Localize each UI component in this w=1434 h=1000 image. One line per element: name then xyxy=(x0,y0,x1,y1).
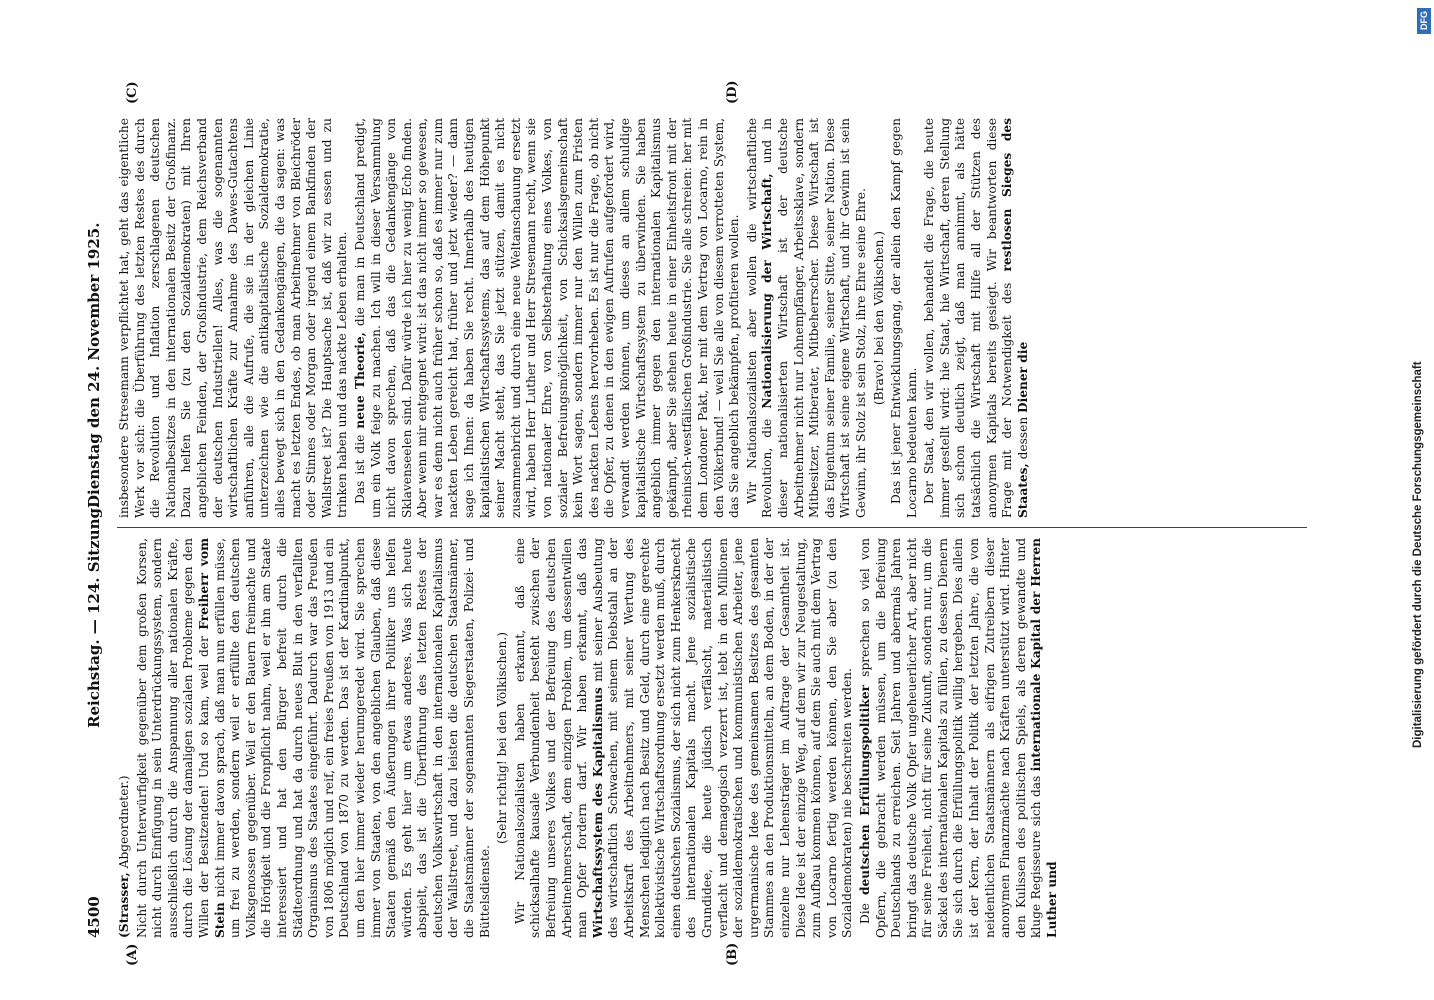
emphasis-text: Nationalisierung der Wirtschaft, xyxy=(760,173,775,409)
margin-marker-c: (C) xyxy=(125,81,140,104)
emphasis-text: internationale Kapital der Herren Luther und xyxy=(1029,538,1060,938)
emphasis-text: neue Theorie, xyxy=(352,332,367,429)
page-header xyxy=(85,108,107,938)
paragraph-text: Die xyxy=(857,903,872,924)
digitization-credit xyxy=(1412,8,1430,748)
paragraph-text: Der Staat, den wir wollen, behandelt die Frage, die heute immer gestellt wird: hie Staat, hie Wirtschaft, deren Stellung sich schon deutlich zeigt, daß man annimmt, als hätte tatsächlich die Wirtschaft mit Hilfe all der Stützen des anonymen Kapitals bereits gesiegt. Wir beantworten diese Frage mit der Notwendigkeit des xyxy=(922,118,1015,518)
page-number: 4500 xyxy=(85,896,103,938)
paragraph xyxy=(745,118,870,518)
paragraph-text: dessen xyxy=(1015,416,1030,460)
emphasis-text: restlosen Sieges des Staates, xyxy=(1000,118,1030,518)
paragraph-text: Das ist die xyxy=(352,434,367,504)
margin-marker-b: (B) xyxy=(725,942,740,966)
emphasis-text: Diener die xyxy=(1015,341,1030,413)
left-column xyxy=(117,538,1317,938)
speaker-name: (Strasser, xyxy=(117,872,131,938)
paragraph-text: nicht immer davon sprach, daß man nun erfüllen müsse, um frei zu werden, sondern weil er erfüllte den deutschen Volksgenossen gegenüber. Weil er den Bauern freimachte und die Hörigkeit und die Fronpflicht nahm, weil er ihn am Staate interessiert und hat den Bürger befreit durch die Städteordnung und hat da durch neues Blut in den verfallten Organismus des Staates eingeführt. Dadurch war das Preußen von 1806 möglich und reif, ein freies Preußen von 1913 und ein Deutschland von 1870 zu werden. Das ist der Kardinalpunkt, um den hier immer wieder herumgeredet wird. Sie sprechen immer von Staaten, von den angeblichen Glauben, daß diese Staaten gemäß den Äußerungen ihrer Politiker uns helfen würden. Es geht hier um etwas anderes. Was sich heute abspielt, das ist die Überführung des letzten Restes der deutschen Volkswirtschaft in den internationalen Kapitalismus der Wallstreet, und dazu leisten die deutschen Staatsmänner, die Staatsmänner der sogenannten Siegerstaaten, Polizei- und Büttelsdienste. xyxy=(212,538,492,938)
speaker-line xyxy=(117,538,133,938)
right-column xyxy=(117,118,1317,518)
margin-marker-d: (D) xyxy=(725,80,740,104)
paragraph xyxy=(353,118,743,518)
interjection: (Sehr richtig! bei den Völkischen.) xyxy=(495,632,510,844)
session-title: Reichstag. — 124. Sitzung. xyxy=(85,502,103,728)
paragraph-text: Wir Nationalsozialisten haben erkannt, daß eine schicksalhafte kausale Verbundenheit besteht zwischen der Befreiung unseres Volkes und der Befreiung des deutschen Arbeitnehmerschaft, dem einzigen Problem, um dessentwillen man Opfer fordern darf. Wir haben erkannt, daß das xyxy=(512,538,590,938)
speaker-role: Abgeordneter.) xyxy=(117,775,131,869)
paragraph xyxy=(135,538,494,938)
paragraph-text: mit seiner Ausbeutung des wirtschaftlich Schwachen, mit seinem Diebstahl an der Arbeitskraft des Arbeitnehmers, mit seiner Wertung des Menschen lediglich nach Besitz und Geld, durch eine gerechte kollektivistische Wirtschaftsordnung ersetzt werden muß, durch einen deutschen Sozialismus, der sich nicht zum Henkersknecht des internationalen Kapitals macht. Jene sozialistische Grundidee, die heute jüdisch verfälscht, materialistisch verflacht und demagogisch verzerrt ist, lebt in den Millionen der sozialdemokratischen und kommunistischen Arbeiter, jene urgermanische Idee des gemeinsamen Besitzes des gesamten Stammes an den Produktionsmitteln, an dem Boden, in der der einzelne nur Lehensträger im Auftrage der Gesamtheit ist. Diese Idee ist der einzige Weg, auf dem wir zur Neugestaltung, zum Aufbau kommen können, auf dem Sie auch mit dem Vertrag von Locarno fertig werden können, den Sie aber (zu den Sozialdemokraten) nie beschreiten werden. xyxy=(590,538,855,938)
emphasis-text: Freiherr vom Stein xyxy=(196,538,227,938)
paragraph-text: und in dieser nationalisierten Wirtschaft ist der deutsche Arbeitnehmer nicht nur Lohnempfänger, Arbeitssklave, sondern Mitbesitzer, Mitberater, Mitbeherrscher. Diese Wirtschaft ist das Eigentum seiner Familie, seiner Sitte, seiner Nation. Diese Wirtschaft ist seine eigene Wirtschaft, und ihr Gewinn ist sein Gewinn, ihr Stolz ist sein Stolz, ihre Ehre seine Ehre. xyxy=(760,118,868,518)
margin-marker-a: (A) xyxy=(125,943,140,966)
dfg-logo-icon: DFG xyxy=(1417,8,1431,34)
paragraph-text: Wir Nationalsozialisten aber wollen die wirtschaftliche Revolution, die xyxy=(744,118,775,518)
paragraph-text: die man in Deutschland predigt, um ein Volk feige zu machen. Ich will in dieser Versammlung nicht davon sprechen, daß das die Gedankengänge von Sklavenseelen sind. Dafür würde ich hier zu wenig Echo finden. Aber wenn mir entgegnet wird: ist das nicht immer so gewesen, war es denn nicht auch früher schon so, daß es immer nur zum nackten Leben gereicht hat, früher und jetzt wieder? — dann sage ich Ihnen: da haben Sie recht. Innerhalb des heutigen kapitalistischen Wirtschaftssystems, das auf dem Höhepunkt seiner Macht steht, das Sie jetzt stützen, damit es nicht zusammenbricht und durch eine neue Weltanschauung ersetzt wird, haben Herr Luther und Herr Stresemann recht, wenn sie von nationaler Ehre, von Selbsterhaltung eines Volkes, von sozialer Befreiungsmöglichkeit, von Schicksalsgemeinschaft kein Wort sagen, sondern immer nur den Willen zum Fristen des nackten Lebens hervorheben. Es ist nur die Frage, ob nicht die Opfer, zu denen in den ewigen Aufrufen aufgefordert wird, verwandt werden können, um dieses an allem schuldige kapitalistische Wirtschaftssystem zu überwinden. Sie haben angeblich immer gegen den internationalen Kapitalismus gekämpft, aber Sie stehen heute in einer Einheitsfront mit der rheinisch-westfälischen Großindustrie. Sie alle schreien: her mit dem Londoner Pakt, her mit dem Vertrag von Locarno, rein in den Völkerbund! — weil Sie alle von diesem verrotteten System, das Sie angeblich bekämpfen, profitieren wollen. xyxy=(352,118,742,518)
credit-text: Digitalisierung gefördert durch die Deutsche Forschungsgemeinschaft xyxy=(1412,361,1424,748)
paragraph: insbesondere Stresemann verpflichtet hat, geht das eigentliche Werk vor sich: die Überführung des letzten Restes des durch die Revolution und Inflation zerschlagenen deutschen Nationalbesitzes in den internationalen Besitz der Großfinanz. Dazu helfen Sie (zu den Sozialdemokraten) mit Ihren angeblichen Feinden, der Großindustrie, dem Reichsverband der deutschen Industriellen! Alles, was die sogenannten wirtschaftlichen Kräfte zur Annahme des Dawes-Gutachtens anführen, alle die Aufrufe, die sie in der gleichen Linie unterzeichnen wie die antikapitalistische Sozialdemokratie, alles bewegt sich in den Gedankengängen, die da sagen: was macht es letzten Endes, ob man Arbeitnehmer von Bleichröder oder Stinnes oder Morgan oder irgend einem Bankfinden der Wallstreet ist? Die Hauptsache ist, daß wir zu essen und zu trinken haben und das nackte Leben erhalten. xyxy=(117,118,350,518)
paragraph-text: sprechen so viel von Opfern, die gebracht werden müssen, um die Befreiung Deutschlands zu erreichen. Seit Jahren und abermals Jahren bringt das deutsche Volk Opfer ungeheuerlicher Art, aber nicht für seine Freiheit, nicht für seine Zukunft, sondern nur, um die Säckel des internationalen Kapitals zu füllen, zu dessen Dienern Sie sich durch die Erfüllungspolitik willig hergeben. Dies allein ist der Kern, der Inhalt der Politik der letzten Jahre, die von neidentlichen Staatsmännern als eifrigen Zutreibern dieser anonymen Finanzmächte nach Kräften unterstützt wird. Hinter den Kulissen des politischen Spiels, als deren gewandte und kluge Regisseure sich das xyxy=(857,538,1044,938)
paragraph-text: Nicht durch Unterwürfigkeit gegenüber dem großen Korsen, nicht durch Einfügung in sein Unterdrückungssystem, sondern ausschließlich durch die Anspannung aller nationalen Kräfte, durch die Lösung der damaligen sozialen Probleme gegen den Willen der Besitzenden! Und so kam, weil der xyxy=(134,538,211,938)
column-divider xyxy=(117,527,1307,528)
emphasis-text: Wirtschaftssystem des Kapitalismus xyxy=(590,687,605,938)
emphasis-text: deutschen Erfüllungspolitiker xyxy=(857,684,872,895)
paragraph xyxy=(513,538,856,938)
paragraph xyxy=(858,538,1061,938)
paragraph: Das ist jener Entwicklungsgang, der allein den Kampf gegen Locarno bedeuten kann. xyxy=(889,118,919,518)
paragraph xyxy=(922,118,1031,518)
session-date: Dienstag den 24. November 1925. xyxy=(85,222,103,508)
interjection: (Bravo! bei den Völkischen.) xyxy=(871,230,886,406)
rotated-page-content xyxy=(85,80,1325,966)
